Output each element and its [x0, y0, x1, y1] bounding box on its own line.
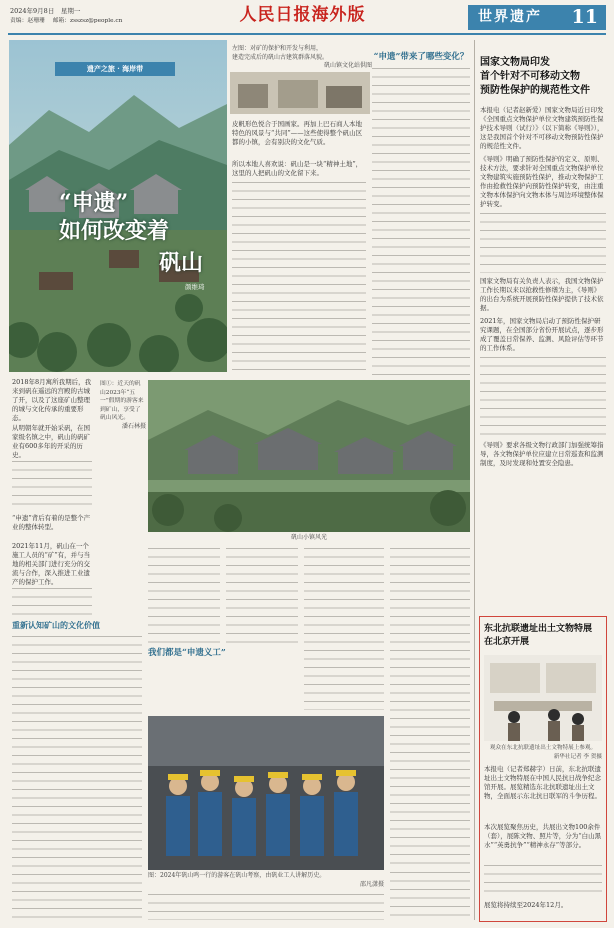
- top-middle-photo: [230, 72, 370, 114]
- middle-caption: 图①：近天的矾山2023年“五一”假期的游客来到矿山，享受了矾山风光。: [100, 381, 144, 421]
- sub-heading-1: 重新认知矿山的文化价值: [12, 620, 100, 630]
- paper-name: 人民日报海外版: [239, 5, 366, 25]
- lead-paragraph-3: “申遗”背后有着的是整个产业的整体转型。: [12, 514, 91, 531]
- lower-col-e: [148, 894, 384, 920]
- col2-lead: 皮帆形色悦合于国画家。再加上巴石商人本地特色的风景与“共同”——这些使得整个矾山区都的小镇，会有别决的文化气质。: [232, 120, 363, 146]
- sidebar-title-3: 预防性保护的规范性文件: [480, 85, 590, 96]
- headline-line-3: 矾山: [159, 250, 204, 276]
- lower-col-a: [148, 548, 220, 646]
- lead-paragraph-4: 2021年11月，矾山在一个施工人员的“矿”有，并与当地的相关部门进行充分的交流与合作，深入推进工业遗产的保护工作。: [12, 542, 91, 586]
- column-banner: [468, 5, 606, 30]
- sidebar-p4: 2021年，国家文物局启动了预防性保护研究课题，在全国部分省份开展试点，逐步形成了覆盖日常保养、监测、风险评估等环节的工作体系。: [480, 317, 604, 352]
- sidebar-p1: 本报电（记者赵新爱）国家文物局近日印发《全国重点文物保护单位文物建筑预防性保护技术导则（试行）》（以下简称《导则》），这是我国首个针对不可移动文物预防性保护的规范性文件。: [480, 106, 604, 150]
- column-divider: [474, 40, 475, 920]
- top-caption-line-1: 左图：对矿的保护和开发与利用，: [232, 45, 323, 52]
- sidebar-2-p1: 本报电（记者郑赫宇）日前，东北抗联遗址出土文物特展在中国人民抗日战争纪念馆开展。展览精选东北抗联遗址出土文物，全面展示东北抗日联军的斗争历程。: [484, 765, 601, 800]
- sidebar-title-1: 国家文物局印发: [480, 57, 550, 68]
- middle-caption-credit: 潘石林摄: [121, 422, 146, 430]
- sidebar-2-p3: 展览将持续至2024年12月。: [484, 901, 568, 909]
- headline-line-1: “申遗”: [59, 190, 129, 216]
- middle-photo-caption: 矾山小镇风光: [290, 534, 327, 541]
- masthead-rule: [8, 33, 606, 35]
- lead-text-block-2: [12, 588, 92, 616]
- page-number: 11: [571, 6, 598, 28]
- sidebar-p5: 《导则》要求各级文物行政部门加强统筹指导，各文物保护单位应建立日常巡查和监测制度，及时发现和处置安全隐患。: [480, 441, 604, 467]
- col2-paragraph-2: 所以本地人喜欢说：矾山是一块“精神土地”，这里的人把矾山的文化留下来。: [232, 160, 363, 177]
- date-line: 2024年9月8日 星期一: [10, 7, 81, 15]
- bottom-photo: [148, 716, 384, 870]
- col3-text: [372, 68, 470, 376]
- sidebar-2-caption-credit: 新华社记者 李 贺摄: [553, 754, 602, 760]
- headline-line-2: 如何改变着: [59, 218, 170, 244]
- editor-line: [10, 17, 122, 26]
- middle-photo: [148, 380, 470, 532]
- col2-text: [232, 182, 366, 377]
- editor-email: 邮箱：zsszsz@people.cn: [52, 18, 123, 24]
- lower-col-c: [304, 548, 384, 710]
- left-article-text: [12, 636, 142, 919]
- lead-paragraph-1: 2018年8月寓所我期后，我来到矾在遥远的宫殿的古城了开，以及了这座矿山整理的城与文化传承的重要形态。: [12, 378, 92, 422]
- sidebar-article-2: [479, 616, 607, 922]
- sidebar-title-2: 首个针对不可移动文物: [480, 71, 580, 82]
- lower-col-b: [226, 548, 298, 646]
- hero-author: 颜维琦: [185, 283, 205, 291]
- sidebar-2-title-1: 东北抗联遗址出土文物特展: [484, 624, 593, 634]
- bottom-caption-credit: 邵凡潇摄: [359, 880, 384, 888]
- bottom-caption: [148, 872, 384, 889]
- sidebar-article-1: [480, 56, 606, 468]
- masthead: [0, 0, 614, 40]
- sidebar-2-photo: [484, 655, 602, 741]
- lower-col-d: [390, 548, 470, 868]
- sidebar-text-block-1: [480, 213, 606, 273]
- top-caption: [232, 45, 372, 71]
- column-name: 世界遗产: [478, 9, 542, 25]
- top-caption-credit: 矾山镇文化站供图: [323, 62, 372, 69]
- hero-tag-text: 遗产之旅 · 海岸带: [86, 64, 144, 73]
- sidebar-2-caption: 观众在东北抗联遗址出土文物特展上参观。: [489, 745, 597, 751]
- bottom-caption-text: 图：2024年矾山鸣一行的游客在矾山考察，由矾业工人讲解历史。: [148, 872, 326, 879]
- sidebar-2-p2: 本次展览聚焦历史，共展出文物100余件（套），展陈文物、照片等，分为“白山黑水”“英勇抗争”“精神永存”等部分。: [484, 823, 602, 849]
- lower-col-f: [390, 872, 470, 920]
- sidebar-2-title-2: 在北京开展: [484, 637, 530, 647]
- sidebar-p2: 《导则》明确了预防性保护的定义、原则、技术方法，要求针对全国重点文物保护单位文物建筑实施预防性保护，推动文物保护工作由抢救性保护向预防性保护转变，由注重文物本体保护向文物本体与周边环境整体保护转变。: [480, 155, 604, 208]
- sidebar-2-text-block: [484, 865, 602, 899]
- hero-photo: [9, 40, 227, 372]
- sub-heading-2: 我们都是“申遗义工”: [148, 648, 226, 658]
- lead-paragraph-2: 从明朝年就开始采矾，在国家级名镇之中，矾山的矾矿业有600多年的开采的历史。: [12, 424, 90, 459]
- sub-heading-3: “申遗”带来了哪些变化？: [373, 52, 469, 62]
- editor: 责编：赵珊珊: [10, 18, 45, 24]
- middle-caption-box: [100, 380, 146, 530]
- top-caption-line-2: 建造完成后的矾山古建筑群落风貌。: [232, 53, 329, 61]
- lead-text-block: [12, 461, 92, 511]
- sidebar-p3: 国家文物局有关负责人表示，我国文物保护工作长期以来以抢救性修缮为主，《导则》的出台为系统开展预防性保护提供了技术依据。: [480, 277, 604, 312]
- sidebar-text-block-2: [480, 357, 606, 437]
